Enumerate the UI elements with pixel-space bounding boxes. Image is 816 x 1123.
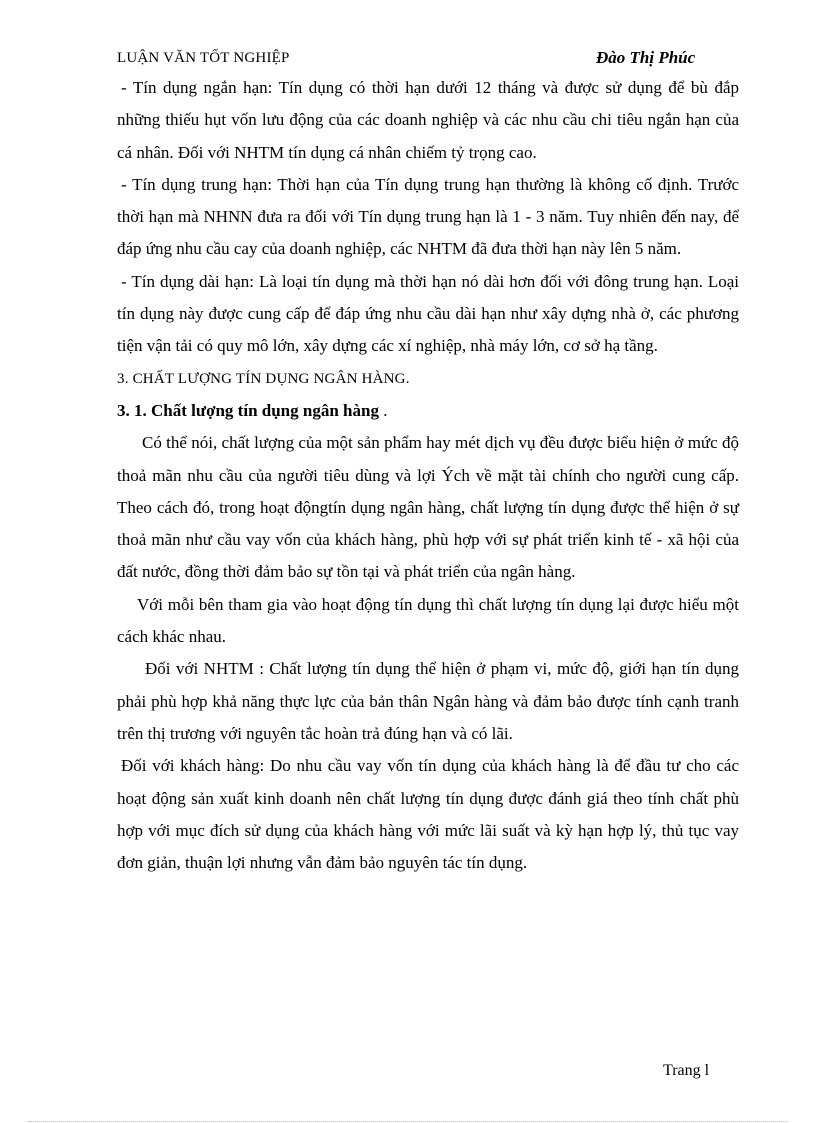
page-bottom-divider <box>28 1121 788 1122</box>
document-body <box>117 72 739 879</box>
paragraph-medium-term-credit: - Tín dụng trung hạn: Thời hạn của Tín dụng trung hạn thường là không cố định. Trước thời hạn mà NHNN đưa ra đối với Tín dụng trung hạn là 1 - 3 năm. Tuy nhiên đến nay, để đáp ứng nhu cầu cay của doanh nghiệp, các NHTM đã đưa thời hạn này lên 5 năm. <box>117 174 739 259</box>
section-heading: 3. CHẤT LƯỢNG TÍN DỤNG NGÂN HÀNG. <box>117 370 410 387</box>
subsection-heading: 3. 1. Chất lượng tín dụng ngân hàng <box>117 400 379 420</box>
paragraph-for-banks: Đối với NHTM : Chất lượng tín dụng thể hiện ở phạm vi, mức độ, giới hạn tín dụng phải phù hợp khả năng thực lực của bản thân Ngân hàng và đảm bảo được tính cạnh tranh trên thị trương với nguyên tắc hoàn trả đúng hạn và có lãi. <box>117 659 739 743</box>
subsection-heading-line <box>117 395 739 427</box>
subsection-heading-tail: . <box>378 400 388 420</box>
page-number: Trang l <box>663 1062 710 1079</box>
paragraph-credit-quality-definition: Có thể nói, chất lượng của một sản phẩm hay mét dịch vụ đều được biểu hiện ở mức độ thoả mãn nhu cầu của người tiêu dùng và lợi Ých về mặt tài chính cho người cung cấp. Theo cách đó, trong hoạt độngtín dụng ngân hàng, chất lượng tín dụng được thể hiện ở sự thoả mãn như cầu vay vốn của khách hàng, phù hợp với sự phát triển kinh tế - xã hội của đất nước, đồng thời đảm bảo sự tồn tại và phát triển của ngân hàng. <box>117 433 739 582</box>
header-author-name: Đào Thị Phúc <box>596 48 696 67</box>
paragraph-for-customers: Đối với khách hàng: Do nhu cầu vay vốn tín dụng của khách hàng là để đầu tư cho các hoạt động sản xuất kinh doanh nên chất lượng tín dụng được đánh giá theo tính chất phù hợp với mục đích sử dụng của khách hàng với mức lãi suất và kỳ hạn hợp lý, thủ tục vay đơn giản, thuận lợi nhưng vẫn đảm bảo nguyên tác tín dụng. <box>117 756 739 873</box>
paragraph-participants: Với mỗi bên tham gia vào hoạt động tín dụng thì chất lượng tín dụng lại được hiểu một cách khác nhau. <box>117 594 739 647</box>
paragraph-short-term-credit: - Tín dụng ngắn hạn: Tín dụng có thời hạn dưới 12 tháng và được sử dụng để bù đắp những thiếu hụt vốn lưu động của các doanh nghiệp và các nhu cầu chi tiêu ngắn hạn của cá nhân. Đối với NHTM tín dụng cá nhân chiếm tỷ trọng cao. <box>117 78 739 162</box>
paragraph-long-term-credit: - Tín dụng dài hạn: Là loại tín dụng mà thời hạn nó dài hơn đối với đông trung hạn. Loại tín dụng này được cung cấp để đáp ứng nhu cầu dài hạn như xây dựng nhà ở, các phương tiện vận tải có quy mô lớn, xây dựng các xí nghiệp, nhà máy lớn, cơ sở hạ tầng. <box>117 271 739 356</box>
header-thesis-title: LUẬN VĂN TỐT NGHIỆP <box>117 50 290 66</box>
